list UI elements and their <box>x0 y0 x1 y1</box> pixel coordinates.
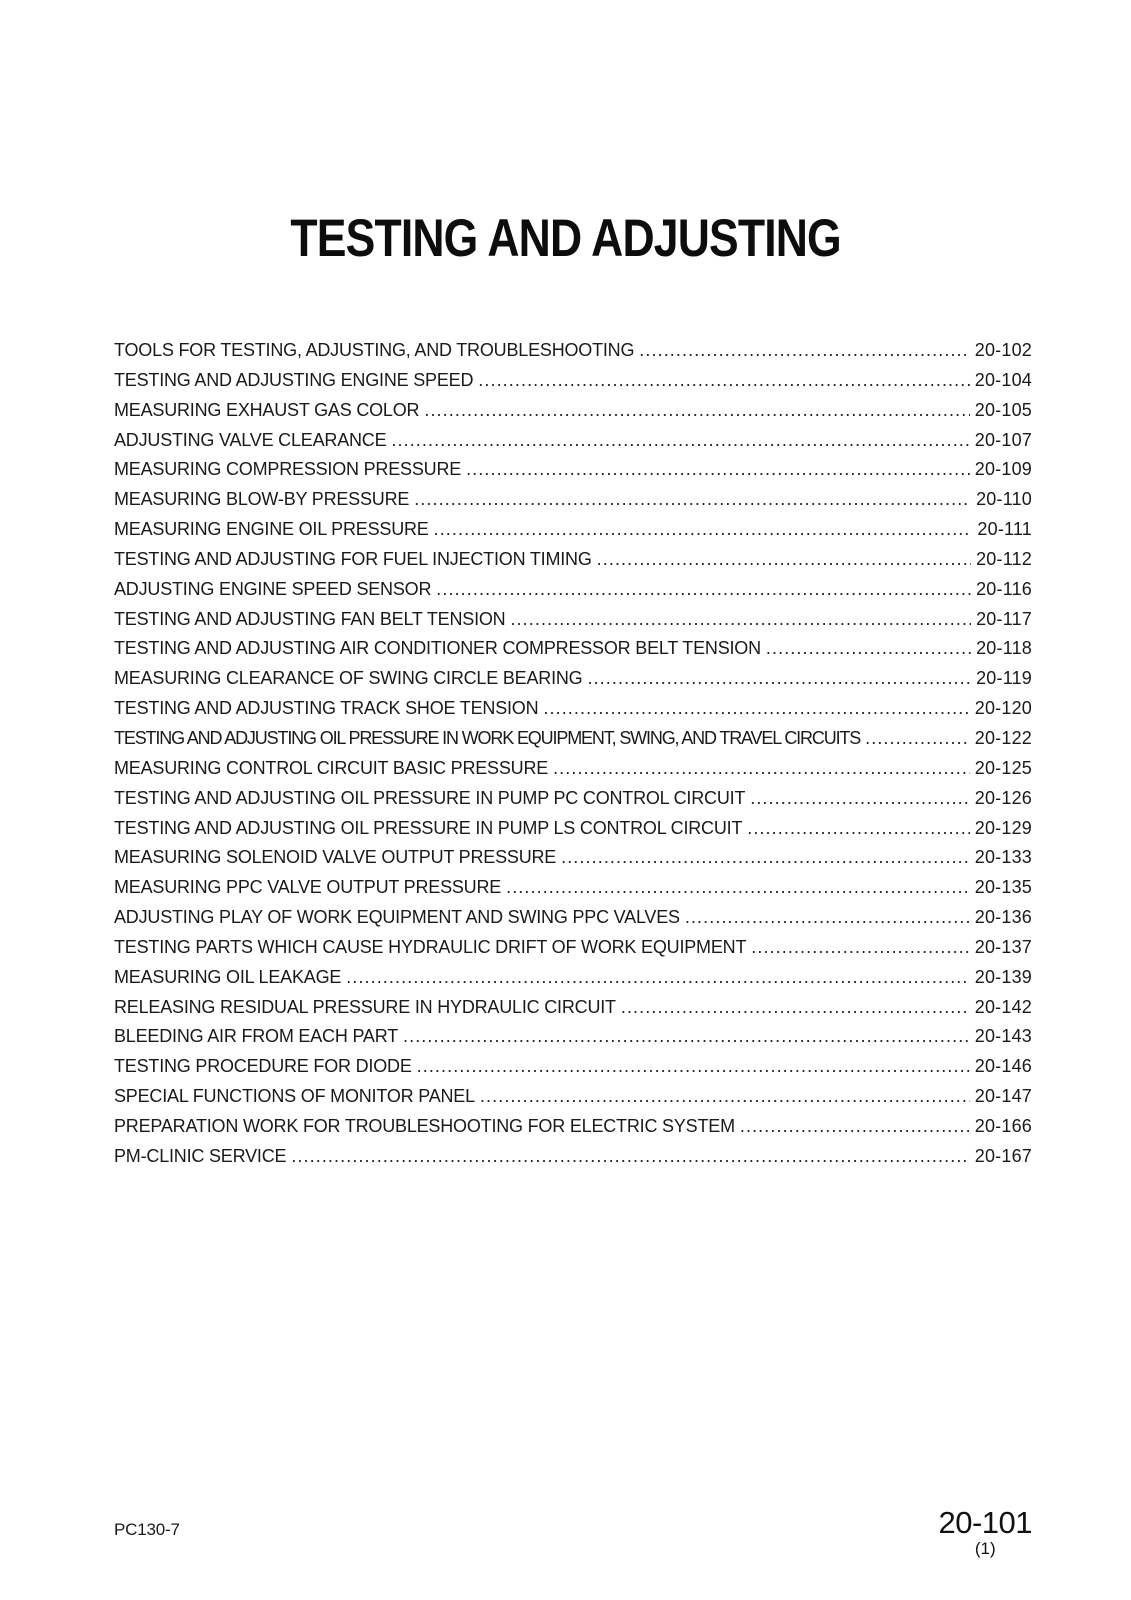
toc-entry-page: 20-107 <box>974 429 1032 450</box>
toc-entry-page: 20-104 <box>974 369 1032 390</box>
leader-dots <box>506 873 970 903</box>
toc-entry-row <box>114 1112 1032 1142</box>
toc-entry-page: 20-135 <box>974 877 1032 898</box>
toc-entry-page: 20-120 <box>974 698 1032 719</box>
leader-dots <box>639 336 969 366</box>
toc-entry-page: 20-166 <box>974 1115 1032 1136</box>
toc-entry-row <box>114 1082 1032 1112</box>
toc-entry-title: TESTING AND ADJUSTING OIL PRESSURE IN PUMP PC CONTROL CIRCUIT <box>114 787 746 808</box>
toc-entry-title: PM-CLINIC SERVICE <box>114 1145 287 1166</box>
toc-entry-page: 20-116 <box>976 578 1032 599</box>
toc-entry-row <box>114 933 1032 963</box>
toc-entry-page: 20-142 <box>974 996 1032 1017</box>
toc-entry-row <box>114 336 1032 366</box>
toc-entry-row <box>114 515 1032 545</box>
toc-entry-title: TESTING AND ADJUSTING ENGINE SPEED <box>114 369 474 390</box>
toc-entry-title: MEASURING BLOW-BY PRESSURE <box>114 489 410 510</box>
footer-page-block <box>938 1506 1032 1558</box>
leader-dots <box>417 1052 970 1082</box>
footer-page-number: 20-101 <box>938 1505 1032 1540</box>
toc-entry-title: PREPARATION WORK FOR TROUBLESHOOTING FOR ELECTRIC SYSTEM <box>114 1115 735 1136</box>
page-title <box>0 208 1131 269</box>
toc-entry-row <box>114 784 1032 814</box>
toc-entry-row <box>114 575 1032 605</box>
toc-entry-row <box>114 724 1032 754</box>
leader-dots <box>766 634 971 664</box>
toc-entry-title: TESTING PROCEDURE FOR DIODE <box>114 1056 412 1077</box>
toc-entry-page: 20-125 <box>974 757 1032 778</box>
toc-entry-row <box>114 814 1032 844</box>
toc-list <box>114 336 1032 1172</box>
leader-dots <box>346 963 970 993</box>
leader-dots <box>865 724 970 754</box>
toc-entry-row <box>114 903 1032 933</box>
toc-entry-row <box>114 485 1032 515</box>
toc-entry-title: TESTING AND ADJUSTING FAN BELT TENSION <box>114 608 506 629</box>
toc-entry-title: MEASURING SOLENOID VALVE OUTPUT PRESSURE <box>114 847 557 868</box>
leader-dots <box>510 605 971 635</box>
leader-dots <box>587 664 971 694</box>
toc-entry-row <box>114 605 1032 635</box>
toc-entry-page: 20-137 <box>974 936 1032 957</box>
footer-model-code: PC130-7 <box>114 1520 180 1539</box>
leader-dots <box>478 366 969 396</box>
leader-dots <box>414 485 971 515</box>
leader-dots <box>291 1142 969 1172</box>
toc-entry-row <box>114 873 1032 903</box>
toc-entry-row <box>114 426 1032 456</box>
toc-entry-page: 20-111 <box>977 519 1032 540</box>
toc-entry-row <box>114 455 1032 485</box>
leader-dots <box>750 784 970 814</box>
leader-dots <box>747 814 970 844</box>
toc-entry-row <box>114 1052 1032 1082</box>
toc-entry-page: 20-102 <box>974 340 1032 360</box>
toc-entry-row <box>114 664 1032 694</box>
toc-entry-row <box>114 634 1032 664</box>
toc-entry-page: 20-126 <box>974 787 1032 808</box>
toc-entry-page: 20-143 <box>974 1026 1032 1047</box>
toc-entry-title: MEASURING EXHAUST GAS COLOR <box>114 399 420 420</box>
leader-dots <box>403 1022 970 1052</box>
toc-entry-title: BLEEDING AIR FROM EACH PART <box>114 1026 398 1047</box>
leader-dots <box>561 843 970 873</box>
toc-entry-page: 20-129 <box>974 817 1032 838</box>
toc-entry-row <box>114 694 1032 724</box>
toc-entry-page: 20-117 <box>976 608 1032 629</box>
toc-entry-title: MEASURING COMPRESSION PRESSURE <box>114 459 462 480</box>
leader-dots <box>597 545 971 575</box>
toc-entry-page: 20-146 <box>974 1056 1032 1077</box>
leader-dots <box>424 396 969 426</box>
toc-entry-row <box>114 1022 1032 1052</box>
leader-dots <box>543 694 969 724</box>
toc-entry-page: 20-122 <box>974 727 1032 748</box>
toc-entry-page: 20-119 <box>976 668 1032 689</box>
toc-entry-row <box>114 963 1032 993</box>
toc-entry-title: SPECIAL FUNCTIONS OF MONITOR PANEL <box>114 1086 475 1107</box>
toc-entry-title: TESTING PARTS WHICH CAUSE HYDRAULIC DRIFT OF WORK EQUIPMENT <box>114 936 747 957</box>
leader-dots <box>391 426 969 456</box>
toc-entry-title: TOOLS FOR TESTING, ADJUSTING, AND TROUBLESHOOTING <box>114 340 635 360</box>
leader-dots <box>621 993 970 1023</box>
toc-entry-page: 20-118 <box>976 638 1032 659</box>
toc-entry-page: 20-110 <box>976 489 1032 510</box>
toc-entry-row <box>114 366 1032 396</box>
toc-entry-title: MEASURING CLEARANCE OF SWING CIRCLE BEARING <box>114 668 583 689</box>
toc-entry-title: TESTING AND ADJUSTING AIR CONDITIONER COMPRESSOR BELT TENSION <box>114 638 761 659</box>
toc-entry-page: 20-147 <box>974 1086 1032 1107</box>
toc-entry-title: MEASURING OIL LEAKAGE <box>114 966 342 987</box>
toc-entry-title: TESTING AND ADJUSTING OIL PRESSURE IN WORK EQUIPMENT, SWING, AND TRAVEL CIRCUITS <box>114 727 861 748</box>
leader-dots <box>751 933 970 963</box>
leader-dots <box>466 455 970 485</box>
toc-entry-title: ADJUSTING PLAY OF WORK EQUIPMENT AND SWING PPC VALVES <box>114 907 680 928</box>
page-title-text: TESTING AND ADJUSTING <box>290 209 841 268</box>
toc-entry-page: 20-139 <box>974 966 1032 987</box>
leader-dots <box>685 903 970 933</box>
toc-entry-page: 20-109 <box>974 459 1032 480</box>
toc-entry-title: TESTING AND ADJUSTING TRACK SHOE TENSION <box>114 698 539 719</box>
footer-revision-mark: (1) <box>974 1539 996 1558</box>
toc-entry-title: MEASURING PPC VALVE OUTPUT PRESSURE <box>114 877 502 898</box>
toc-entry-row <box>114 993 1032 1023</box>
toc-entry-title: MEASURING CONTROL CIRCUIT BASIC PRESSURE <box>114 757 549 778</box>
toc-entry-title: MEASURING ENGINE OIL PRESSURE <box>114 519 429 540</box>
toc-entry-page: 20-133 <box>974 847 1032 868</box>
toc-entry-page: 20-167 <box>974 1145 1032 1166</box>
toc-entry-page: 20-105 <box>974 399 1032 420</box>
leader-dots <box>740 1112 970 1142</box>
toc-entry-title: TESTING AND ADJUSTING OIL PRESSURE IN PUMP LS CONTROL CIRCUIT <box>114 817 743 838</box>
toc-entry-row <box>114 396 1032 426</box>
toc-entry-title: RELEASING RESIDUAL PRESSURE IN HYDRAULIC CIRCUIT <box>114 996 616 1017</box>
toc-entry-title: ADJUSTING ENGINE SPEED SENSOR <box>114 578 432 599</box>
leader-dots <box>436 575 971 605</box>
toc-entry-row <box>114 754 1032 784</box>
toc-entry-page: 20-112 <box>976 548 1032 569</box>
toc-entry-page: 20-136 <box>974 907 1032 928</box>
toc-entry-row <box>114 1142 1032 1172</box>
leader-dots <box>480 1082 970 1112</box>
toc-entry-row <box>114 545 1032 575</box>
leader-dots <box>553 754 970 784</box>
leader-dots <box>434 515 973 545</box>
toc-entry-title: TESTING AND ADJUSTING FOR FUEL INJECTION TIMING <box>114 548 592 569</box>
toc-entry-title: ADJUSTING VALVE CLEARANCE <box>114 429 387 450</box>
toc-entry-row <box>114 843 1032 873</box>
